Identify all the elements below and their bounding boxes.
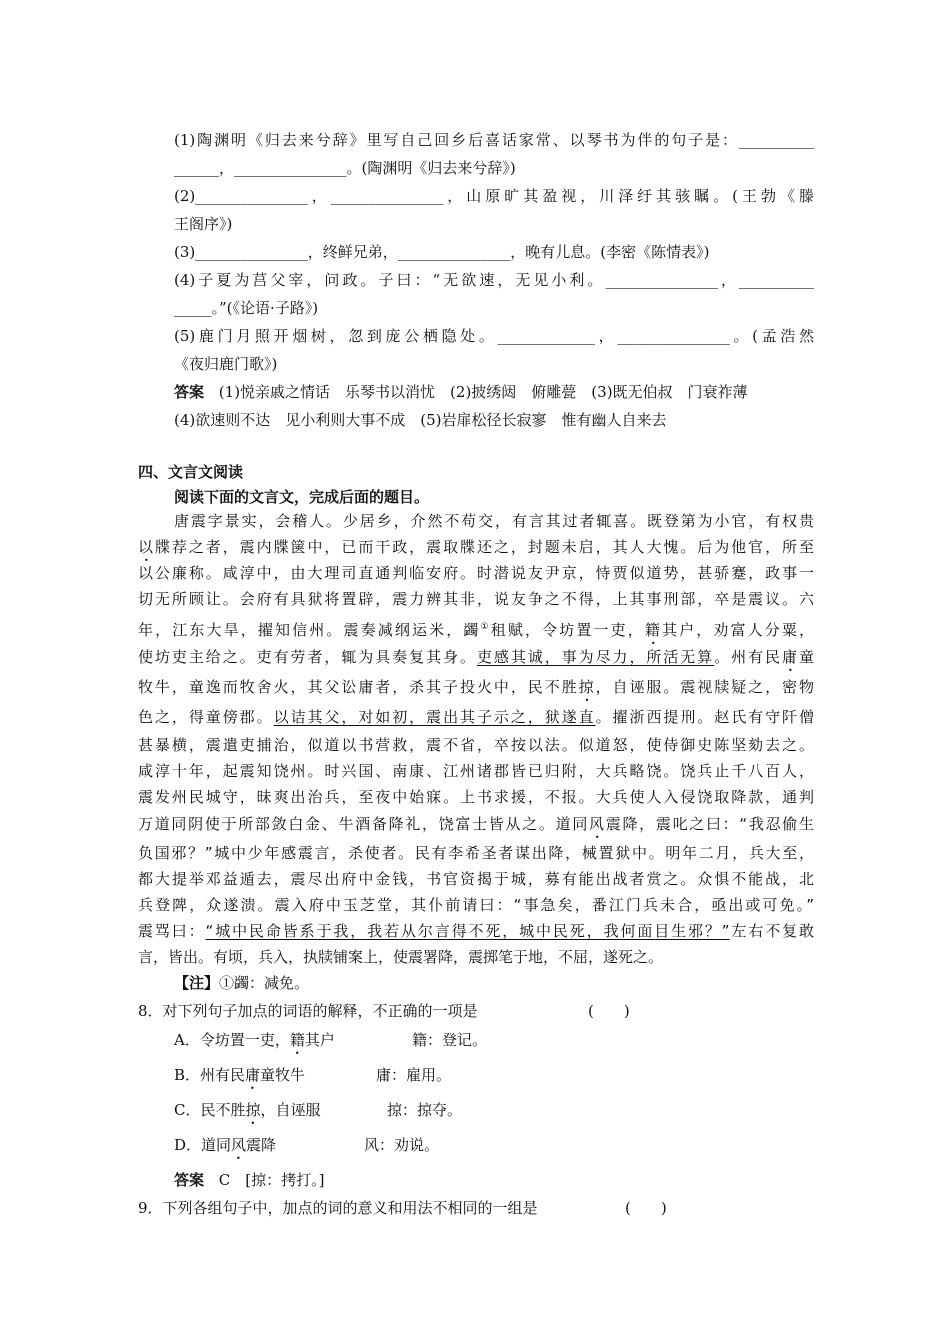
option-text: 震降 xyxy=(246,1136,277,1154)
answer-text: C [掠：拷打。] xyxy=(218,1171,325,1189)
option-text: C．民不胜 xyxy=(174,1101,246,1119)
passage-text: 牧牛，童逸而牧舍火，其父讼庸者，杀其子投火中，民不胜 xyxy=(138,678,579,696)
passage-line-11: 震发州民城守，昧爽出治兵，至夜中始寐。上书求援，不报。大兵使人入侵饶取降款，通判 xyxy=(138,788,814,806)
passage-text: 。擢浙西提刑。赵氏有守阡僧 xyxy=(595,708,814,726)
passage-line-12 xyxy=(138,814,814,842)
answer-label: 答案 xyxy=(174,383,205,401)
passage-text: 使坊吏主给之。吏有劳者，辄为具奏复其身。 xyxy=(138,648,477,666)
passage-line-14: 都大提举邓益遁去，震尽出府中金钱，书官资揭于城，募有能出战者赏之。众惧不能战，北 xyxy=(138,870,814,888)
dotted-char: 掠 xyxy=(578,678,596,696)
q2-line-2: 王阁序》) xyxy=(174,215,233,233)
passage-line-1: 唐震字景实，会稽人。少居乡，介然不苟交，有言其过者辄喜。既登第为小官，有权贵 xyxy=(174,512,814,530)
dotted-char: 以 xyxy=(138,538,155,556)
passage-line-2 xyxy=(138,537,814,565)
dotted-char: 风 xyxy=(589,815,606,833)
option-text: D．道同 xyxy=(174,1136,232,1154)
passage-line-4: 切无所顾让。会府有具狱将置辟，震力辨其非，说友争之不得，上其事刑部，卒是震议。六 xyxy=(138,590,814,608)
option-text: 其户 xyxy=(304,1031,335,1049)
dotted-char: 庸 xyxy=(245,1066,261,1084)
underlined-sentence: 以诘其父，对如初，震出其子示之，狱遂直 xyxy=(273,708,596,726)
passage-text: 其户，劝富人分粟， xyxy=(661,621,814,639)
q8-option-d xyxy=(174,1135,276,1163)
passage-text: 。州有民 xyxy=(714,648,782,666)
passage-text: 租赋，令坊置一吏， xyxy=(490,621,645,639)
q1-line-2: ______，_______________。(陶渊明《归去来兮辞》) xyxy=(174,159,516,177)
footnote-marker: ① xyxy=(480,622,491,632)
passage-line-6 xyxy=(138,647,814,675)
q8-option-c xyxy=(174,1100,321,1128)
underlined-sentence: “城中民命皆系于我，我若从尔言得不死，城中民死，我何面目生邪？” xyxy=(205,922,730,940)
passage-line-15: 兵登陴，众遂溃。震入府中玉芝堂，其仆前请曰：“事急矣，番江门兵未合，亟出或可免。” xyxy=(138,896,814,914)
passage-text: 万道同阴使于所部敛白金、牛酒备降礼，饶富士皆从之。道同 xyxy=(138,815,590,833)
q1-line-1: (1)陶渊明《归去来兮辞》里写自己回乡后喜话家常、以琴书为伴的句子是：__________ xyxy=(174,131,814,149)
q3-line-1: (3)_______________，终鲜兄弟，_______________，晚有儿息。(李密《陈情表》) xyxy=(174,243,710,261)
q4-line-2: _____。”(《论语·子路》) xyxy=(174,299,319,317)
option-text: ，自诬服 xyxy=(260,1101,321,1119)
passage-line-17: 言，皆出。有顷，兵入，执牍铺案上，使震署降，震掷笔于地，不屈，遂死之。 xyxy=(138,948,664,966)
passage-note xyxy=(174,973,309,993)
passage-text: 牒荐之者，震内牒箧中，已而干政，震取牒还之，封题未启，其人大愧。后为他官，所至 xyxy=(154,538,814,556)
answer-text-1: (1)悦亲戚之情话 乐琴书以消忧 (2)披绣闼 俯雕甍 (3)既无伯叔 门衰祚薄 xyxy=(218,383,748,401)
section4-instruction: 阅读下面的文言文，完成后面的题目。 xyxy=(174,488,430,506)
q2-line-1: (2)_______________，_______________，山原旷其盈视，川泽纡其骇瞩。(王勃《滕 xyxy=(174,187,814,205)
q8-option-a xyxy=(174,1030,335,1058)
dotted-char: 籍 xyxy=(644,621,662,639)
q8-answer xyxy=(174,1170,324,1190)
dotted-char: 掠 xyxy=(245,1101,261,1119)
note-text: ①蠲：减免。 xyxy=(219,974,310,992)
passage-line-3: 以公廉称。咸淳中，由大理司直通判临安府。时潜说友尹京，恃贾似道势，甚骄蹇，政事一 xyxy=(138,564,814,582)
passage-text: ，自诬服。震视牍疑之，密物 xyxy=(595,678,814,696)
passage-text: 色之，得童傍郡。 xyxy=(138,708,274,726)
passage-text: 震骂曰： xyxy=(138,922,206,940)
option-text: 童牧牛 xyxy=(260,1066,306,1084)
answer-label: 答案 xyxy=(174,1171,205,1189)
passage-line-10: 咸淳十年，起震知饶州。时兴国、南康、江州诸郡皆已归附，大兵略饶。饶兵止千八百人， xyxy=(138,762,814,780)
q8-option-d-explanation: 风：劝说。 xyxy=(364,1136,440,1154)
section3-answer-line-2: (4)欲速则不达 见小利则大事不成 (5)岩扉松径长寂寥 惟有幽人自来去 xyxy=(174,411,667,429)
option-text: A．令坊置一吏， xyxy=(174,1031,290,1049)
q8-option-a-explanation: 籍：登记。 xyxy=(412,1031,488,1049)
dotted-char: 庸 xyxy=(782,648,799,666)
passage-line-8 xyxy=(138,707,814,727)
q8-paren: ( ) xyxy=(588,1002,630,1020)
passage-text: 童 xyxy=(798,648,814,666)
passage-line-5 xyxy=(138,617,814,648)
q8-stem: 8．对下列句子加点的词语的解释，不正确的一项是 xyxy=(138,1002,478,1020)
q8-option-b xyxy=(174,1065,305,1093)
q5-line-1: (5)鹿门月照开烟树，忽到庞公栖隐处。_____________，_______________。(孟浩然 xyxy=(174,327,814,345)
passage-line-7 xyxy=(138,677,814,705)
dotted-char: 籍 xyxy=(289,1031,305,1049)
passage-line-16 xyxy=(138,921,814,941)
q9-paren: ( ) xyxy=(625,1199,667,1217)
section3-answer xyxy=(174,382,814,402)
note-label: 【注】 xyxy=(174,974,220,992)
section4-heading: 四、文言文阅读 xyxy=(138,463,244,481)
passage-line-9: 甚暴横，震遣吏捕治，似道以书营救，震不省，卒按以法。似道怒，使侍御史陈坚劾去之。 xyxy=(138,736,814,754)
underlined-sentence: 吏感其诚，事为尽力，所活无算 xyxy=(476,648,715,666)
q5-line-2: 《夜归鹿门歌》) xyxy=(174,355,278,373)
passage-text: 震降，震叱之曰：“我忍偷生 xyxy=(605,815,814,833)
passage-line-13: 负国邪？”城中少年感震言，杀使者。民有李希圣者谋出降，械置狱中。明年二月，兵大至， xyxy=(138,844,814,862)
q8-option-c-explanation: 掠：掠夺。 xyxy=(387,1101,463,1119)
q4-line-1: (4)子夏为莒父宰，问政。子曰：“无欲速，无见小利。_______________，__________ xyxy=(174,271,814,289)
dotted-char: 风 xyxy=(231,1136,247,1154)
q9-stem: 9．下列各组句子中，加点的词的意义和用法不相同的一组是 xyxy=(138,1199,538,1217)
passage-text: 左右不复敢 xyxy=(729,922,814,940)
option-text: B．州有民 xyxy=(174,1066,246,1084)
q8-option-b-explanation: 庸：雇用。 xyxy=(376,1066,452,1084)
passage-text: 年，江东大旱，擢知信州。震奏减纲运米，蠲 xyxy=(138,621,481,639)
